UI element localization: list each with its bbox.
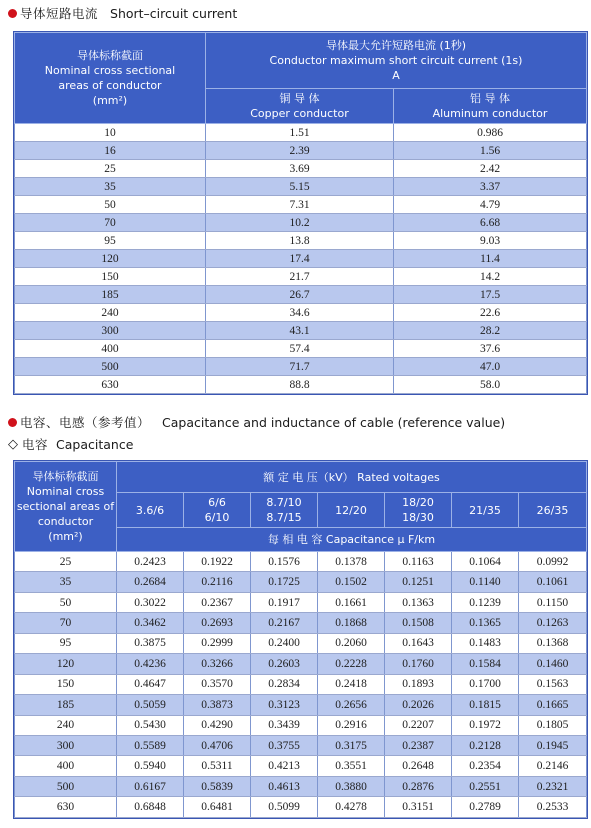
cell-area: 150 xyxy=(15,674,117,694)
cell-capacitance: 0.3875 xyxy=(117,633,184,653)
table-row xyxy=(15,178,587,196)
cell-capacitance: 0.1363 xyxy=(385,592,452,612)
cell-copper: 21.7 xyxy=(206,268,394,286)
header-voltage xyxy=(318,493,385,528)
cell-capacitance: 0.3266 xyxy=(184,654,251,674)
cell-capacitance: 0.1263 xyxy=(519,613,587,633)
table-row xyxy=(15,196,587,214)
cell-capacitance: 0.1945 xyxy=(519,735,587,755)
table-row xyxy=(15,613,587,633)
cell-capacitance: 0.4278 xyxy=(318,797,385,817)
cell-aluminum: 47.0 xyxy=(394,358,587,376)
cell-capacitance: 0.1661 xyxy=(318,592,385,612)
cell-capacitance: 0.3551 xyxy=(318,756,385,776)
cell-capacitance: 0.2060 xyxy=(318,633,385,653)
header-line: 导体标称截面 xyxy=(32,470,99,483)
cell-capacitance: 0.3880 xyxy=(318,776,385,796)
cell-capacitance: 0.5311 xyxy=(184,756,251,776)
section-title-en: Capacitance and inductance of cable (reference value) xyxy=(162,414,506,430)
cell-capacitance: 0.1972 xyxy=(452,715,519,735)
cell-capacitance: 0.3151 xyxy=(385,797,452,817)
table-row xyxy=(15,160,587,178)
cell-copper: 7.31 xyxy=(206,196,394,214)
cell-capacitance: 0.1563 xyxy=(519,674,587,694)
header-line: sectional areas of xyxy=(16,500,115,513)
cell-aluminum: 0.986 xyxy=(394,124,587,142)
cell-capacitance: 0.2684 xyxy=(117,572,184,592)
cell-capacitance: 0.2228 xyxy=(318,654,385,674)
cell-capacitance: 0.2367 xyxy=(184,592,251,612)
cell-capacitance: 0.2656 xyxy=(318,695,385,715)
cell-area: 240 xyxy=(15,304,206,322)
cell-capacitance: 0.1064 xyxy=(452,552,519,572)
cell-capacitance: 0.1163 xyxy=(385,552,452,572)
subsection-title-en: Capacitance xyxy=(56,436,134,452)
cell-area: 35 xyxy=(15,572,117,592)
cell-capacitance: 0.4236 xyxy=(117,654,184,674)
table-row xyxy=(15,797,587,817)
cell-capacitance: 0.3175 xyxy=(318,735,385,755)
header-rated-voltages: 额 定 电 压（kV） Rated voltages xyxy=(117,462,587,493)
table-row xyxy=(15,572,587,592)
subsection-title-capacitance xyxy=(8,435,133,453)
header-nominal-area xyxy=(15,33,206,124)
cell-capacitance: 0.4613 xyxy=(251,776,318,796)
cell-capacitance: 0.2026 xyxy=(385,695,452,715)
section-title-capacitance-inductance xyxy=(8,413,505,431)
cell-area: 50 xyxy=(15,196,206,214)
header-line: 6/6 xyxy=(208,496,226,509)
cell-capacitance: 0.1576 xyxy=(251,552,318,572)
header-line: 8.7/10 xyxy=(266,496,302,509)
cell-area: 150 xyxy=(15,268,206,286)
cell-copper: 34.6 xyxy=(206,304,394,322)
cell-capacitance: 0.1378 xyxy=(318,552,385,572)
cell-area: 16 xyxy=(15,142,206,160)
cell-area: 185 xyxy=(15,286,206,304)
header-voltage xyxy=(117,493,184,528)
header-line: Nominal cross xyxy=(26,485,105,498)
cell-capacitance: 0.2354 xyxy=(452,756,519,776)
cell-capacitance: 0.0992 xyxy=(519,552,587,572)
cell-aluminum: 3.37 xyxy=(394,178,587,196)
cell-area: 120 xyxy=(15,654,117,674)
cell-capacitance: 0.2387 xyxy=(385,735,452,755)
cell-capacitance: 0.2648 xyxy=(385,756,452,776)
table-row xyxy=(15,142,587,160)
header-aluminum-conductor xyxy=(394,89,587,124)
header-capacitance-unit: 每 相 电 容 Capacitance μ F/km xyxy=(117,528,587,552)
cell-capacitance: 0.3123 xyxy=(251,695,318,715)
cell-capacitance: 0.6848 xyxy=(117,797,184,817)
cell-capacitance: 0.1760 xyxy=(385,654,452,674)
header-voltage xyxy=(251,493,318,528)
diamond-icon: ◇ xyxy=(8,436,18,452)
cell-capacitance: 0.1508 xyxy=(385,613,452,633)
cell-capacitance: 0.2321 xyxy=(519,776,587,796)
header-line: Copper conductor xyxy=(250,107,349,120)
header-line: Aluminum conductor xyxy=(432,107,548,120)
cell-capacitance: 0.1815 xyxy=(452,695,519,715)
section-title-cn: 电容、电感（参考值） xyxy=(20,415,151,430)
cell-area: 25 xyxy=(15,552,117,572)
table-row xyxy=(15,358,587,376)
cell-copper: 10.2 xyxy=(206,214,394,232)
cell-capacitance: 0.5059 xyxy=(117,695,184,715)
header-line: (mm²) xyxy=(92,94,128,107)
table-row xyxy=(15,304,587,322)
cell-area: 35 xyxy=(15,178,206,196)
cell-area: 400 xyxy=(15,756,117,776)
table-row xyxy=(15,286,587,304)
table-row xyxy=(15,124,587,142)
cell-capacitance: 0.1725 xyxy=(251,572,318,592)
cell-copper: 57.4 xyxy=(206,340,394,358)
cell-capacitance: 0.1239 xyxy=(452,592,519,612)
cell-area: 70 xyxy=(15,613,117,633)
header-line: (mm²) xyxy=(48,530,83,543)
cell-aluminum: 37.6 xyxy=(394,340,587,358)
cell-capacitance: 0.1922 xyxy=(184,552,251,572)
cell-capacitance: 0.3570 xyxy=(184,674,251,694)
bullet-icon xyxy=(8,418,17,427)
header-voltage xyxy=(385,493,452,528)
header-line: 铜 导 体 xyxy=(279,92,320,105)
cell-capacitance: 0.5940 xyxy=(117,756,184,776)
section-title-en: Short–circuit current xyxy=(110,5,238,21)
header-voltage xyxy=(184,493,251,528)
cell-aluminum: 1.56 xyxy=(394,142,587,160)
header-line: 21/35 xyxy=(469,503,501,517)
cell-capacitance: 0.3873 xyxy=(184,695,251,715)
cell-area: 70 xyxy=(15,214,206,232)
cell-aluminum: 11.4 xyxy=(394,250,587,268)
cell-area: 300 xyxy=(15,735,117,755)
table-row xyxy=(15,268,587,286)
cell-capacitance: 0.2128 xyxy=(452,735,519,755)
cell-capacitance: 0.6481 xyxy=(184,797,251,817)
cell-capacitance: 0.3462 xyxy=(117,613,184,633)
cell-capacitance: 0.1584 xyxy=(452,654,519,674)
cell-area: 630 xyxy=(15,376,206,394)
cell-copper: 71.7 xyxy=(206,358,394,376)
cell-capacitance: 0.3022 xyxy=(117,592,184,612)
cell-capacitance: 0.1150 xyxy=(519,592,587,612)
cell-capacitance: 0.1805 xyxy=(519,715,587,735)
table-row xyxy=(15,552,587,572)
cell-capacitance: 0.2423 xyxy=(117,552,184,572)
header-line: 导体标称截面 xyxy=(77,49,143,62)
table-row xyxy=(15,376,587,394)
bullet-icon xyxy=(8,9,17,18)
cell-capacitance: 0.2533 xyxy=(519,797,587,817)
cell-capacitance: 0.2916 xyxy=(318,715,385,735)
cell-copper: 88.8 xyxy=(206,376,394,394)
cell-capacitance: 0.3755 xyxy=(251,735,318,755)
header-line: 8.7/15 xyxy=(266,511,302,524)
cell-capacitance: 0.1893 xyxy=(385,674,452,694)
header-line: 铝 导 体 xyxy=(470,92,510,105)
cell-capacitance: 0.1251 xyxy=(385,572,452,592)
cell-aluminum: 22.6 xyxy=(394,304,587,322)
cell-capacitance: 0.2876 xyxy=(385,776,452,796)
cell-capacitance: 0.1368 xyxy=(519,633,587,653)
cell-area: 185 xyxy=(15,695,117,715)
table-row xyxy=(15,340,587,358)
subsection-title-cn: 电容 xyxy=(22,437,49,452)
header-line: 导体最大允许短路电流 (1秒) xyxy=(325,39,467,52)
cell-copper: 13.8 xyxy=(206,232,394,250)
cell-capacitance: 0.4213 xyxy=(251,756,318,776)
table-row xyxy=(15,756,587,776)
cell-area: 25 xyxy=(15,160,206,178)
cell-area: 50 xyxy=(15,592,117,612)
cell-capacitance: 0.3439 xyxy=(251,715,318,735)
cell-copper: 1.51 xyxy=(206,124,394,142)
cell-capacitance: 0.4290 xyxy=(184,715,251,735)
cell-copper: 3.69 xyxy=(206,160,394,178)
header-line: Nominal cross sectional xyxy=(44,64,176,77)
cell-capacitance: 0.2999 xyxy=(184,633,251,653)
header-line: 6/10 xyxy=(204,511,230,524)
cell-area: 120 xyxy=(15,250,206,268)
cell-capacitance: 0.1061 xyxy=(519,572,587,592)
cell-capacitance: 0.1700 xyxy=(452,674,519,694)
table-row xyxy=(15,776,587,796)
cell-capacitance: 0.2146 xyxy=(519,756,587,776)
header-voltage xyxy=(519,493,587,528)
header-line: Conductor maximum short circuit current (1s) xyxy=(269,54,523,67)
cell-capacitance: 0.2400 xyxy=(251,633,318,653)
cell-copper: 26.7 xyxy=(206,286,394,304)
header-max-short-circuit-current xyxy=(206,33,587,89)
header-line: 18/20 xyxy=(402,496,434,509)
cell-capacitance: 0.2789 xyxy=(452,797,519,817)
cell-capacitance: 0.1365 xyxy=(452,613,519,633)
table-row xyxy=(15,674,587,694)
table-row xyxy=(15,715,587,735)
header-voltage xyxy=(452,493,519,528)
capacitance-table xyxy=(14,461,587,818)
cell-capacitance: 0.1140 xyxy=(452,572,519,592)
cell-aluminum: 28.2 xyxy=(394,322,587,340)
table-row xyxy=(15,695,587,715)
section-title-short-circuit xyxy=(8,4,237,22)
cell-capacitance: 0.6167 xyxy=(117,776,184,796)
table-row xyxy=(15,735,587,755)
cell-area: 500 xyxy=(15,358,206,376)
header-line: 3.6/6 xyxy=(135,503,165,517)
cell-copper: 2.39 xyxy=(206,142,394,160)
table-row xyxy=(15,322,587,340)
cell-capacitance: 0.1643 xyxy=(385,633,452,653)
cell-capacitance: 0.2834 xyxy=(251,674,318,694)
cell-capacitance: 0.5430 xyxy=(117,715,184,735)
cell-capacitance: 0.1483 xyxy=(452,633,519,653)
cell-capacitance: 0.4647 xyxy=(117,674,184,694)
table-row xyxy=(15,250,587,268)
cell-aluminum: 58.0 xyxy=(394,376,587,394)
cell-aluminum: 17.5 xyxy=(394,286,587,304)
cell-capacitance: 0.1502 xyxy=(318,572,385,592)
cell-aluminum: 4.79 xyxy=(394,196,587,214)
cell-capacitance: 0.1665 xyxy=(519,695,587,715)
cell-aluminum: 2.42 xyxy=(394,160,587,178)
table-row xyxy=(15,214,587,232)
cell-area: 95 xyxy=(15,633,117,653)
cell-area: 300 xyxy=(15,322,206,340)
cell-capacitance: 0.1460 xyxy=(519,654,587,674)
cell-aluminum: 14.2 xyxy=(394,268,587,286)
cell-capacitance: 0.2603 xyxy=(251,654,318,674)
cell-area: 10 xyxy=(15,124,206,142)
cell-area: 500 xyxy=(15,776,117,796)
cell-capacitance: 0.2167 xyxy=(251,613,318,633)
cell-capacitance: 0.4706 xyxy=(184,735,251,755)
cell-copper: 5.15 xyxy=(206,178,394,196)
cell-capacitance: 0.5839 xyxy=(184,776,251,796)
header-copper-conductor xyxy=(206,89,394,124)
header-line: 18/30 xyxy=(402,511,434,524)
cell-area: 630 xyxy=(15,797,117,817)
header-line: conductor xyxy=(37,515,94,528)
short-circuit-table xyxy=(14,32,587,394)
section-title-cn: 导体短路电流 xyxy=(20,6,99,21)
header-line: 26/35 xyxy=(536,503,569,517)
cell-area: 400 xyxy=(15,340,206,358)
cell-capacitance: 0.1917 xyxy=(251,592,318,612)
cell-area: 95 xyxy=(15,232,206,250)
cell-aluminum: 6.68 xyxy=(394,214,587,232)
cell-capacitance: 0.5589 xyxy=(117,735,184,755)
cell-capacitance: 0.5099 xyxy=(251,797,318,817)
cell-capacitance: 0.2207 xyxy=(385,715,452,735)
cell-capacitance: 0.2418 xyxy=(318,674,385,694)
cell-capacitance: 0.2116 xyxy=(184,572,251,592)
header-line: 12/20 xyxy=(335,503,367,517)
table-row xyxy=(15,232,587,250)
table-row xyxy=(15,633,587,653)
header-line: A xyxy=(392,69,400,82)
cell-area: 240 xyxy=(15,715,117,735)
cell-capacitance: 0.1868 xyxy=(318,613,385,633)
header-line: areas of conductor xyxy=(58,79,162,92)
cell-capacitance: 0.2693 xyxy=(184,613,251,633)
cell-copper: 43.1 xyxy=(206,322,394,340)
table-row xyxy=(15,654,587,674)
cell-copper: 17.4 xyxy=(206,250,394,268)
cell-capacitance: 0.2551 xyxy=(452,776,519,796)
header-nominal-area xyxy=(15,462,117,552)
table-row xyxy=(15,592,587,612)
cell-aluminum: 9.03 xyxy=(394,232,587,250)
